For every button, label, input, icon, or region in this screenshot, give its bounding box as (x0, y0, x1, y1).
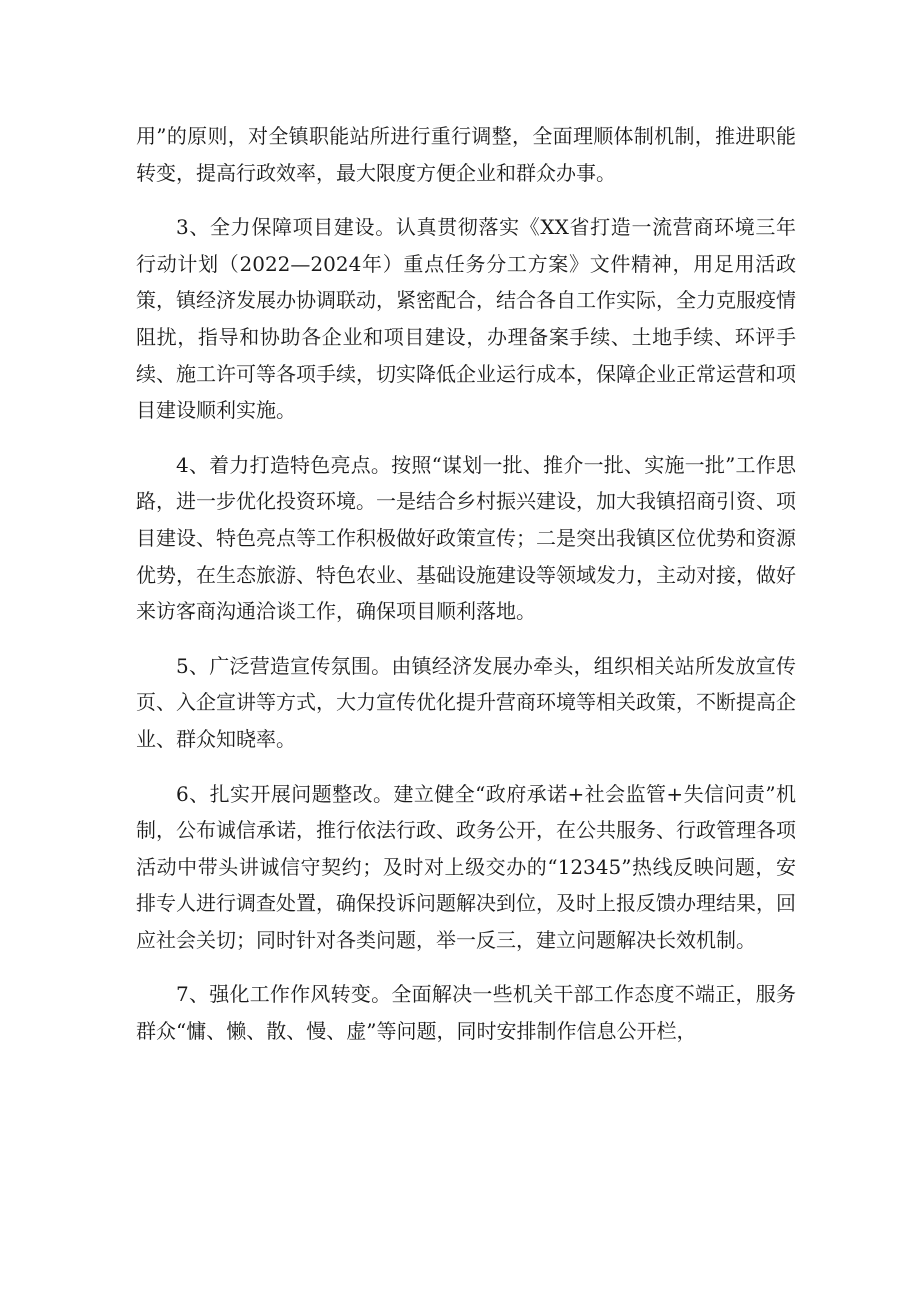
document-body (136, 118, 796, 1068)
paragraph-item-5: 5、广泛营造宣传氛围。由镇经济发展办牵头，组织相关站所发放宣传页、入企宣讲等方式，大力宣传优化提升营商环境等相关政策，不断提高企业、群众知晓率。 (136, 653, 796, 751)
paragraph-item-4: 4、着力打造特色亮点。按照“谋划一批、推介一批、实施一批”工作思路，进一步优化投资环境。一是结合乡村振兴建设，加大我镇招商引资、项目建设、特色亮点等工作积极做好政策宣传；二是突出我镇区位优势和资源优势，在生态旅游、特色农业、基础设施建设等领域发力，主动对接，做好来访客商沟通洽谈工作，确保项目顺利落地。 (136, 452, 796, 624)
paragraph-item-3: 3、全力保障项目建设。认真贯彻落实《XX省打造一流营商环境三年行动计划（2022—2024年）重点任务分工方案》文件精神，用足用活政策，镇经济发展办协调联动，紧密配合，结合各自工作实际，全力克服疫情阻扰，指导和协助各企业和项目建设，办理备案手续、土地手续、环评手续、施工许可等各项手续，切实降低企业运行成本，保障企业正常运营和项目建设顺利实施。 (136, 215, 796, 423)
paragraph-continuation: 用”的原则，对全镇职能站所进行重行调整，全面理顺体制机制，推进职能转变，提高行政效率，最大限度方便企业和群众办事。 (136, 124, 796, 185)
paragraph-item-7: 7、强化工作作风转变。全面解决一些机关干部工作态度不端正，服务群众“慵、懒、散、慢、虚”等问题，同时安排制作信息公开栏， (136, 982, 796, 1044)
paragraph-item-6: 6、扎实开展问题整改。建立健全“政府承诺+社会监管+失信问责”机制，公布诚信承诺，推行依法行政、政务公开，在公共服务、行政管理各项活动中带头讲诚信守契约；及时对上级交办的“12345”热线反映问题，安排专人进行调查处置，确保投诉问题解决到位，及时上报反馈办理结果，回应社会关切；同时针对各类问题，举一反三，建立问题解决长效机制。 (136, 781, 796, 952)
